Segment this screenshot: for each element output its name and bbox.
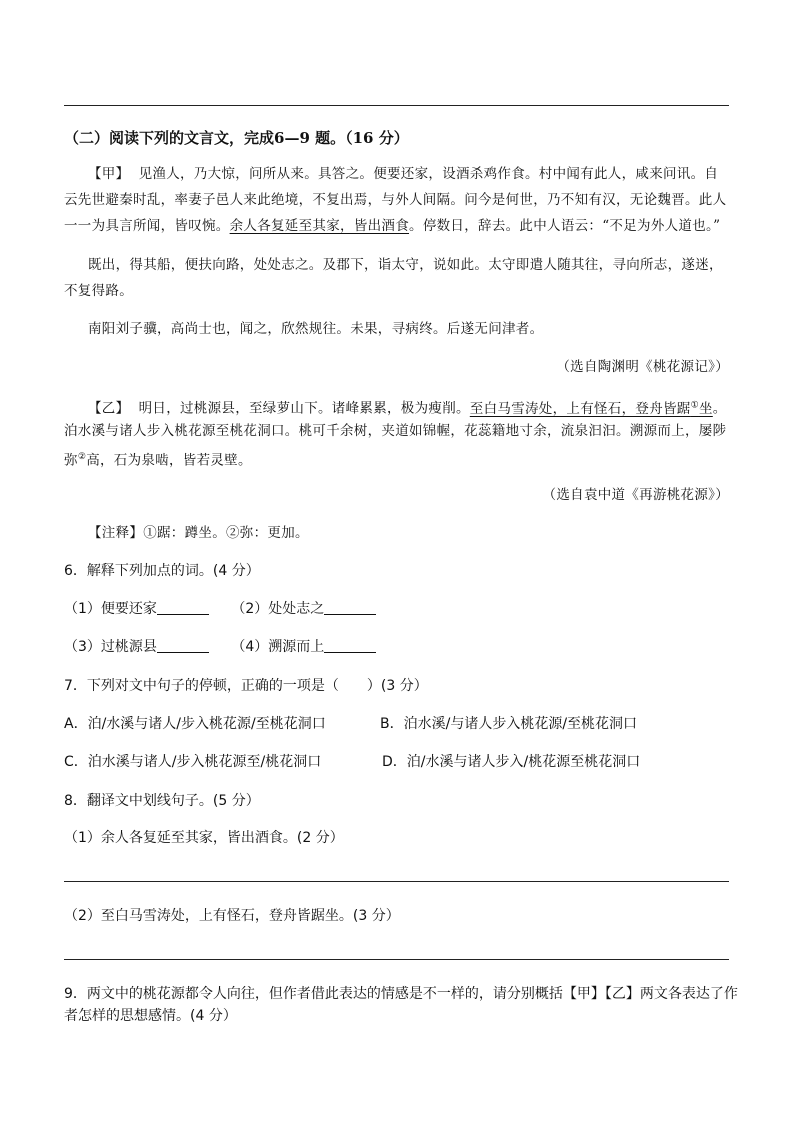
jia-text: 一一为具言所闻，皆叹惋。 [64,218,230,234]
answer-blank[interactable] [157,638,209,653]
q7-stem: 7．下列对文中句子的停顿，正确的一项是（ ）(3 分） [64,678,428,694]
yi-label: 【乙】 [88,400,130,417]
q6-item-2: （2）处处志之 [231,601,325,617]
jia-p3-line-1: 南阳刘子骥，高尚士也，闻之，欣然规往。未果，寻病终。后遂无问津者。 [88,321,544,337]
yi-text: 明日，过桃源县，至绿萝山下。诸峰累累，极为瘦削。 [138,400,470,417]
q6-row-2 [64,637,729,657]
answer-line-2[interactable] [64,959,729,960]
yi-underlined-text: 至白马雪涛处，上有怪石，登舟皆踞 [469,400,691,417]
q8-sentence-1: （1）余人各复延至其家，皆出酒食。(2 分） [64,830,344,846]
annotation-note: 【注释】①踞：蹲坐。②弥：更加。 [88,525,309,541]
q8-sentence-2: （2）至白马雪涛处，上有怪石，登舟皆踞坐。(3 分） [64,908,400,924]
jia-line-2: 云先世避秦时乱，率妻子邑人来此绝境，不复出焉，与外人间隔。问今是何世，乃不知有汉，无论魏晋。此人 [64,192,727,208]
q7-option-d[interactable]: D．泊/水溪与诸人步入/桃花源至桃花洞口 [382,754,641,770]
answer-line-1[interactable] [64,881,729,882]
q8-stem: 8．翻译文中划线句子。(5 分） [64,793,260,809]
yi-text: 弥 [64,452,78,469]
q7-option-c[interactable]: C．泊水溪与诸人/步入桃花源至/桃花洞口 [64,754,322,770]
jia-label: 【甲】 [88,166,130,182]
q6-item-3: （3）过桃源县 [64,639,157,655]
yi-text: 。 [712,400,727,417]
answer-blank[interactable] [324,638,376,653]
top-rule [64,105,729,106]
q6-item-1: （1）便要还家 [64,601,157,617]
yi-source: （选自袁中道《再游桃花源》） [542,487,729,503]
note-marker-2: ② [77,452,87,462]
q9-line-2: 者怎样的思想感情。(4 分） [64,1008,237,1024]
q9-line-1: 9．两文中的桃花源都令人向往，但作者借此表达的情感是不一样的，请分别概括【甲】【乙】两文各表达了作 [64,986,738,1002]
yi-underlined-text: 坐 [698,400,713,417]
yi-line-2: 泊水溪与诸人步入桃花源至桃花洞口。桃可千余树，夹道如锦幄，花蕊籍地寸余，流泉汩汩。溯源而上，屡陟 [64,423,727,439]
jia-p2-line-1: 既出，得其船，便扶向路，处处志之。及郡下，诣太守，说如此。太守即遣人随其往，寻向所志，遂迷， [88,257,723,273]
q6-item-4: （4）溯源而上 [231,639,325,655]
q7-option-a[interactable]: A．泊/水溪与诸人/步入桃花源/至桃花洞口 [64,716,326,732]
q6-row-1 [64,599,729,619]
jia-text: 见渔人，乃大惊，问所从来。具答之。便要还家，设酒杀鸡作食。村中闻有此人，咸来问讯。自 [138,166,719,182]
section-title: （二）阅读下列的文言文，完成6—9 题。（16 分） [64,129,409,147]
jia-underlined-sentence: 余人各复延至其家，皆出酒食 [229,218,410,234]
yi-underlined-sentence [470,401,713,417]
jia-line-3 [64,216,729,236]
jia-source: （选自陶渊明《桃花源记》） [556,359,729,375]
q6-stem: 6．解释下列加点的词。(4 分） [64,563,260,579]
yi-line-3 [64,447,729,471]
note-marker-1: ① [690,400,699,410]
answer-blank[interactable] [157,600,209,615]
q7-option-b[interactable]: B．泊水溪/与诸人步入桃花源/至桃花洞口 [380,716,638,732]
jia-text: 。停数日，辞去。此中人语云：“不足为外人道也。” [409,218,721,234]
answer-blank[interactable] [324,600,376,615]
yi-line-1 [88,395,729,419]
yi-text: 高，石为泉啮，皆若灵壁。 [86,452,252,469]
jia-line-1 [88,164,729,184]
jia-p2-line-2: 不复得路。 [64,283,133,299]
